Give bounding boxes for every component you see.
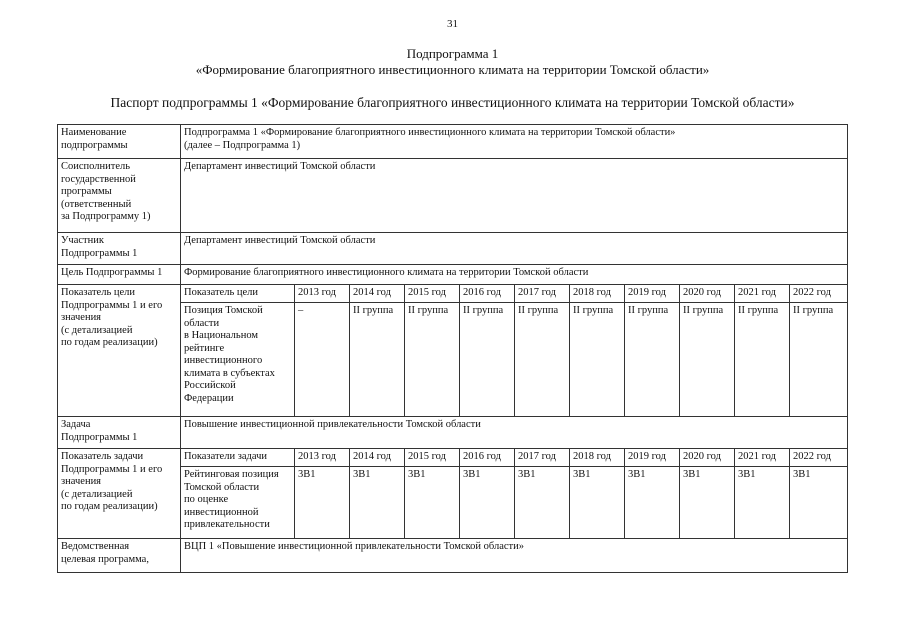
year-header: 2021 год	[735, 285, 790, 303]
task-value: Повышение инвестиционной привлекательности Томской области	[181, 417, 848, 449]
year-header: 2022 год	[790, 449, 848, 467]
goal-indicator-header: Показатель цели	[181, 285, 295, 303]
program-value: ВЦП 1 «Повышение инвестиционной привлекательности Томской области»	[181, 539, 848, 573]
goal-indicator-name: Позиция Томской области в Национальном рейтинге инвестиционного климата в субъектах Российской Федерации	[181, 303, 295, 417]
task-indicator-value: 3B1	[570, 467, 625, 539]
goal-indicator-value: II группа	[680, 303, 735, 417]
goal-indicator-value: II группа	[625, 303, 680, 417]
year-header: 2014 год	[350, 449, 405, 467]
goal-indicator-label: Показатель цели Подпрограммы 1 и его значения (с детализацией по годам реализации)	[58, 285, 181, 417]
task-indicator-header: Показатели задачи	[181, 449, 295, 467]
year-header: 2015 год	[405, 449, 460, 467]
task-indicator-value: 3B1	[515, 467, 570, 539]
row-coexecutor	[58, 159, 848, 233]
subprogram-title: Подпрограмма 1	[406, 46, 499, 61]
year-header: 2021 год	[735, 449, 790, 467]
row-goal-indicator-header	[58, 285, 848, 303]
task-indicator-value: 3B1	[295, 467, 350, 539]
row-task-indicator-header	[58, 449, 848, 467]
program-label: Ведомственная целевая программа,	[58, 539, 181, 573]
row-task	[58, 417, 848, 449]
year-header: 2020 год	[680, 449, 735, 467]
year-header: 2017 год	[515, 449, 570, 467]
task-label: Задача Подпрограммы 1	[58, 417, 181, 449]
participant-value: Департамент инвестиций Томской области	[181, 233, 848, 265]
row-program	[58, 539, 848, 573]
task-indicator-value: 3B1	[350, 467, 405, 539]
coexecutor-value: Департамент инвестиций Томской области	[181, 159, 848, 233]
goal-indicator-value: II группа	[405, 303, 460, 417]
goal-indicator-value: II группа	[515, 303, 570, 417]
name-value: Подпрограмма 1 «Формирование благоприятного инвестиционного климата на территории Томской области» (далее – Подпрограмма 1)	[181, 125, 848, 159]
goal-indicator-value: II группа	[570, 303, 625, 417]
goal-indicator-value: –	[295, 303, 350, 417]
passport-title: Паспорт подпрограммы 1 «Формирование благоприятного инвестиционного климата на территории Томской области»	[110, 95, 795, 110]
task-indicator-value: 3B1	[405, 467, 460, 539]
participant-label: Участник Подпрограммы 1	[58, 233, 181, 265]
year-header: 2017 год	[515, 285, 570, 303]
year-header: 2016 год	[460, 449, 515, 467]
goal-indicator-value: II группа	[350, 303, 405, 417]
task-indicator-value: 3B1	[625, 467, 680, 539]
page-number: 31	[447, 18, 458, 30]
goal-indicator-value: II группа	[735, 303, 790, 417]
year-header: 2019 год	[625, 449, 680, 467]
passport-table	[57, 124, 848, 573]
year-header: 2013 год	[295, 285, 350, 303]
row-goal	[58, 265, 848, 285]
goal-indicator-value: II группа	[790, 303, 848, 417]
year-header: 2020 год	[680, 285, 735, 303]
year-header: 2018 год	[570, 449, 625, 467]
task-indicator-value: 3B1	[735, 467, 790, 539]
year-header: 2019 год	[625, 285, 680, 303]
task-indicator-name: Рейтинговая позиция Томской области по оценке инвестиционной привлекательности	[181, 467, 295, 539]
year-header: 2013 год	[295, 449, 350, 467]
goal-label: Цель Подпрограммы 1	[58, 265, 181, 285]
task-indicator-value: 3B1	[460, 467, 515, 539]
year-header: 2022 год	[790, 285, 848, 303]
row-participant	[58, 233, 848, 265]
goal-value: Формирование благоприятного инвестиционного климата на территории Томской области	[181, 265, 848, 285]
row-name	[58, 125, 848, 159]
year-header: 2016 год	[460, 285, 515, 303]
task-indicator-value: 3B1	[790, 467, 848, 539]
name-label: Наименование подпрограммы	[58, 125, 181, 159]
task-indicator-value: 3B1	[680, 467, 735, 539]
goal-indicator-value: II группа	[460, 303, 515, 417]
coexecutor-label: Соисполнитель государственной программы (ответственный за Подпрограмму 1)	[58, 159, 181, 233]
subprogram-subtitle: «Формирование благоприятного инвестиционного климата на территории Томской области»	[195, 62, 710, 77]
year-header: 2018 год	[570, 285, 625, 303]
year-header: 2014 год	[350, 285, 405, 303]
task-indicator-label: Показатель задачи Подпрограммы 1 и его значения (с детализацией по годам реализации)	[58, 449, 181, 539]
year-header: 2015 год	[405, 285, 460, 303]
